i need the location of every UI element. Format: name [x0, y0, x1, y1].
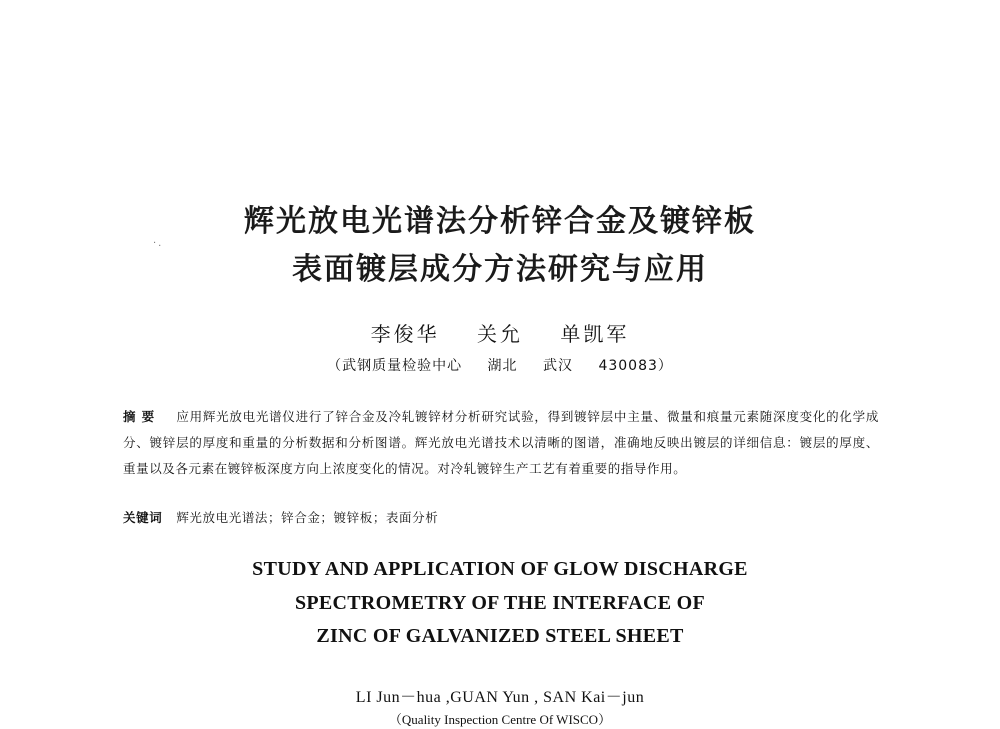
scan-speck: ·. [153, 238, 164, 249]
title-en-line-1: STUDY AND APPLICATION OF GLOW DISCHARGE [252, 558, 748, 580]
title-en-line-3: ZINC OF GALVANIZED STEEL SHEET [316, 625, 684, 647]
affiliation-cn [0, 355, 1000, 375]
keywords-label: 关键词 [123, 510, 163, 525]
affiliation-org: （武钢质量检验中心 [327, 358, 463, 374]
keywords-cn [123, 508, 879, 526]
abstract-label: 摘要 [123, 409, 161, 424]
affiliation-postcode: 430083） [598, 358, 673, 374]
authors-en: LI Jun－hua ,GUAN Yun , SAN Kai－jun [355, 689, 645, 706]
author-cn-3: 单凯军 [560, 322, 630, 346]
title-cn-line-2: 表面镀层成分方法研究与应用 [292, 252, 708, 287]
title-cn-line-1: 辉光放电光谱法分析锌合金及镀锌板 [244, 204, 756, 239]
title-en-line-2: SPECTROMETRY OF THE INTERFACE OF [294, 592, 706, 614]
author-cn-2: 关允 [477, 322, 523, 346]
keywords-text: 辉光放电光谱法；锌合金；镀锌板；表面分析 [176, 510, 439, 525]
abstract-text: 应用辉光放电光谱仪进行了锌合金及冷轧镀锌材分析研究试验，得到镀锌层中主量、微量和痕量元素随深度变化的化学成分、镀锌层的厚度和重量的分析数据和分析图谱。辉光放电光谱技术以清晰的图谱，准确地反映出镀层的详细信息：镀层的厚度、重量以及各元素在镀锌板深度方向上浓度变化的情况。对冷轧镀锌生产工艺有着重要的指导作用。 [123, 409, 879, 476]
author-cn-1: 李俊华 [370, 322, 440, 346]
authors-cn [0, 318, 1000, 347]
affiliation-province: 湖北 [487, 358, 518, 374]
affiliation-city: 武汉 [543, 358, 573, 374]
affiliation-en: （Quality Inspection Centre Of WISCO） [388, 712, 612, 727]
abstract-cn [123, 404, 879, 482]
